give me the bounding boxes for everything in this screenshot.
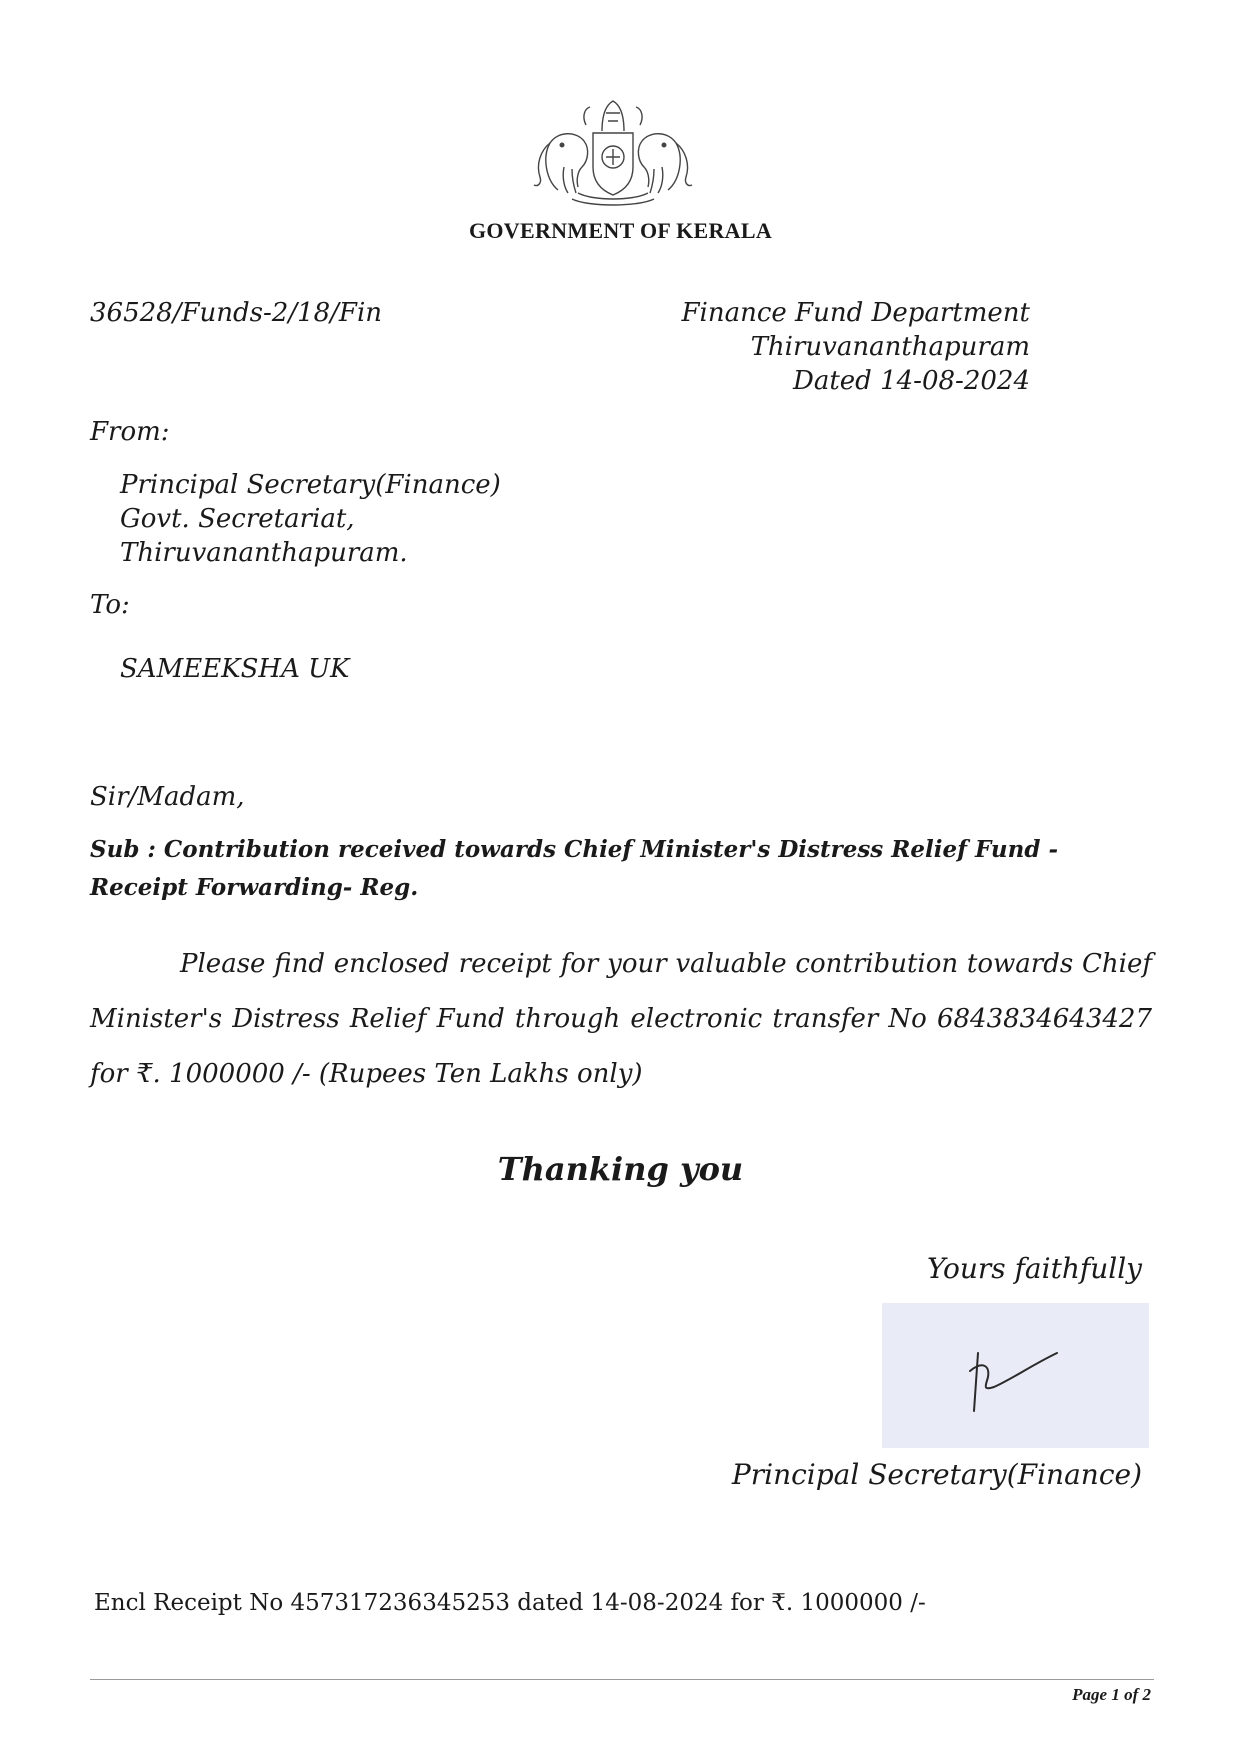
from-label: From: — [90, 417, 170, 447]
page-number: Page 1 of 2 — [1072, 1685, 1151, 1704]
footer-divider — [90, 1679, 1154, 1680]
sender-line-1: Principal Secretary(Finance) — [120, 470, 501, 500]
letter-body: Please find enclosed receipt for your valuable contribution towards Chief Minister's Distress Relief Fund through electronic transfer No 6843834643427 for ₹. 1000000 /- (Rupees Ten Lakhs only) — [90, 949, 1152, 1089]
to-label: To: — [90, 590, 130, 620]
department-city: Thiruvananthapuram — [750, 332, 1030, 362]
department-block — [682, 296, 1031, 398]
sender-line-3: Thiruvananthapuram. — [120, 538, 408, 568]
salutation: Sir/Madam, — [90, 782, 245, 812]
signature-image — [882, 1303, 1149, 1448]
reference-number: 36528/Funds-2/18/Fin — [90, 298, 383, 328]
thanking-note: Thanking you — [497, 1150, 744, 1188]
sender-line-2: Govt. Secretariat, — [120, 504, 355, 534]
signatory-designation: Principal Secretary(Finance) — [731, 1458, 1142, 1491]
sender-address — [120, 468, 501, 570]
enclosure-note: Encl Receipt No 457317236345253 dated 14-08-2024 for ₹. 1000000 /- — [94, 1590, 926, 1616]
kerala-state-emblem-icon — [528, 95, 698, 215]
closing-line: Yours faithfully — [926, 1252, 1142, 1285]
handwritten-signature-icon — [882, 1303, 1149, 1448]
letter-subject: Sub : Contribution received towards Chief Minister's Distress Relief Fund - Receipt Forwarding- Reg. — [90, 836, 1058, 901]
recipient-name: SAMEEKSHA UK — [120, 654, 350, 684]
department-name: Finance Fund Department — [681, 298, 1030, 328]
letter-date: Dated 14-08-2024 — [793, 366, 1030, 396]
government-title: GOVERNMENT OF KERALA — [468, 218, 773, 243]
